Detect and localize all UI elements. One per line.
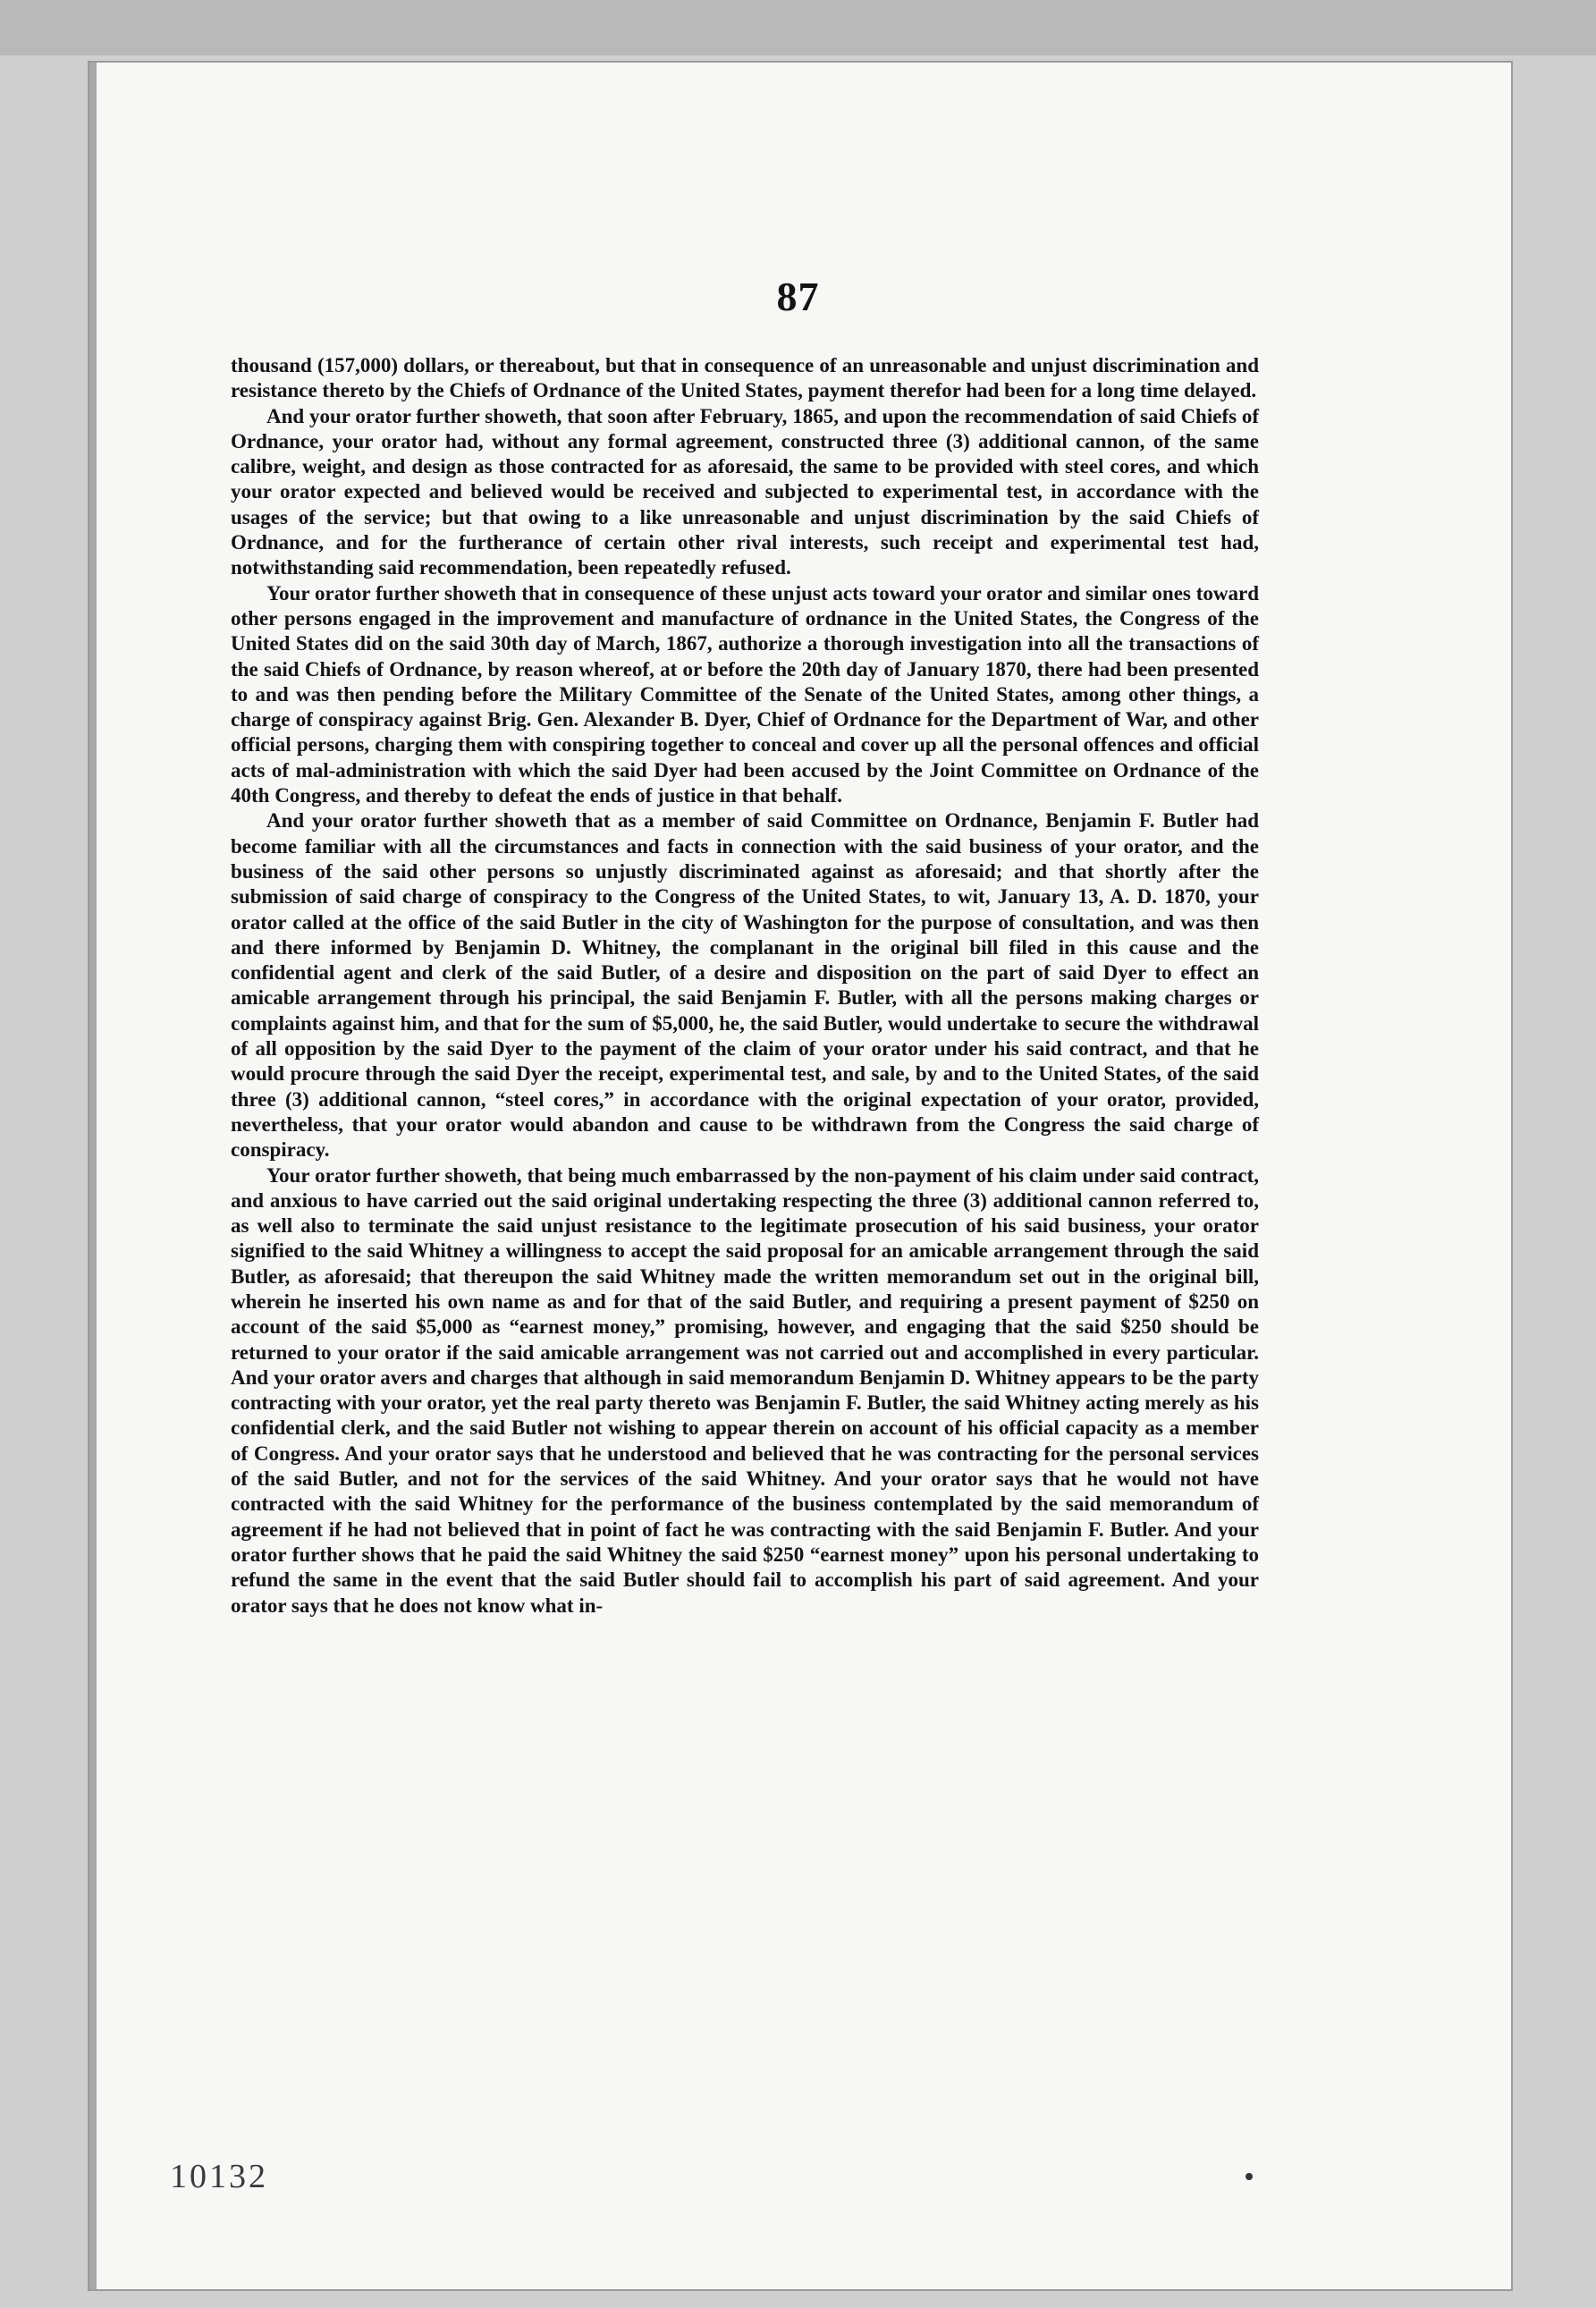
paragraph: Your orator further showeth that in consequence of these unjust acts toward your orator and similar ones toward other persons engaged in the improvement and manufacture of ordnance in the United States, the Congress of the United States did on the said 30th day of March, 1867, authorize a thorough investigation into all the transactions of the said Chiefs of Ordnance, by reason whereof, at or before the 20th day of January 1870, there had been presented to and was then pending before the Military Committee of the Senate of the United States, among other things, a charge of conspiracy against Brig. Gen. Alexander B. Dyer, Chief of Ordnance for the Department of War, and other official persons, charging them with conspiring together to conceal and cover up all the personal offences and official acts of mal-administration with which the said Dyer had been accused by the Joint Committee on Ordnance of the 40th Congress, and thereby to defeat the ends of justice in that behalf. [231, 581, 1259, 807]
page-edge-shadow [89, 63, 97, 2289]
body-text [231, 353, 1259, 1619]
scan-background [0, 0, 1596, 55]
paragraph: thousand (157,000) dollars, or thereabout, but that in consequence of an unreasonable and unjust discrimination and resistance thereto by the Chiefs of Ordnance of the United States, payment therefor had been for a long time delayed. [231, 354, 1259, 402]
paragraph: And your orator further showeth that as a member of said Committee on Ordnance, Benjamin F. Butler had become familiar with all the circumstances and facts in connection with the said business of your orator, and the business of the said other persons so unjustly discriminated against as aforesaid; and that shortly after the submission of said charge of conspiracy to the Congress of the United States, to wit, January 13, A. D. 1870, your orator called at the office of the said Butler in the city of Washington for the purpose of consultation, and was then and there informed by Benjamin D. Whitney, the complanant in the original bill filed in this cause and the confidential agent and clerk of the said Butler, of a desire and disposition on the part of said Dyer to effect an amicable arrangement through his principal, the said Benjamin F. Butler, with all the persons making charges or complaints against him, and that for the sum of $5,000, he, the said Butler, would undertake to secure the withdrawal of all opposition by the said Dyer to the payment of the claim of your orator under his said contract, and that he would procure through the said Dyer the receipt, experimental test, and sale, by and to the United States, of the said three (3) additional cannon, “steel cores,” in accordance with the original expectation of your orator, provided, nevertheless, that your orator would abandon and cause to be withdrawn from the Congress the said charge of conspiracy. [231, 809, 1259, 1162]
archive-id-stamp: 10132 [170, 2158, 268, 2195]
paragraph: Your orator further showeth, that being much embarrassed by the non-payment of his claim under said contract, and anxious to have carried out the said original undertaking respecting the three (3) additional cannon referred to, as well also to terminate the said unjust resistance to the legitimate prosecution of his said business, your orator signified to the said Whitney a willingness to accept the said proposal for an amicable arrangement through the said Butler, as aforesaid; that thereupon the said Whitney made the written memorandum set out in the original bill, wherein he inserted his own name as and for that of the said Butler, and requiring a present payment of $250 on account of the said $5,000 as “earnest money,” promising, however, and engaging that the said $250 should be returned to your orator if the said amicable arrangement was not carried out and accomplished in every particular. And your orator avers and charges that although in said memorandum Benjamin D. Whitney appears to be the party contracting with your orator, yet the real party thereto was Benjamin F. Butler, the said Whitney acting merely as his confidential clerk, and the said Butler not wishing to appear therein on account of his official capacity as a member of Congress. And your orator says that he understood and believed that he was contracting for the personal services of the said Butler, and not for the services of the said Whitney. And your orator says that he would not have contracted with the said Whitney for the performance of the business contemplated by the said memorandum of agreement if he had not believed that in point of fact he was contracting with the said Benjamin F. Butler. And your orator further shows that he paid the said Whitney the said $250 “earnest money” upon his personal undertaking to refund the same in the event that the said Butler should fail to accomplish his part of said agreement. And your orator says that he does not know what in- [231, 1163, 1259, 1617]
page-number: 87 [776, 274, 820, 319]
paragraph: And your orator further showeth, that soon after February, 1865, and upon the recommendation of said Chiefs of Ordnance, your orator had, without any formal agreement, constructed three (3) additional cannon, of the same calibre, weight, and design as those contracted for as aforesaid, the same to be provided with steel cores, and which your orator expected and believed would be received and subjected to experimental test, in accordance with the usages of the service; but that owing to a like unreasonable and unjust discrimination by the said Chiefs of Ordnance, and for the furtherance of certain other rival interests, such receipt and experimental test had, notwithstanding said recommendation, been repeatedly refused. [231, 404, 1259, 579]
ink-speck [1246, 2173, 1253, 2180]
